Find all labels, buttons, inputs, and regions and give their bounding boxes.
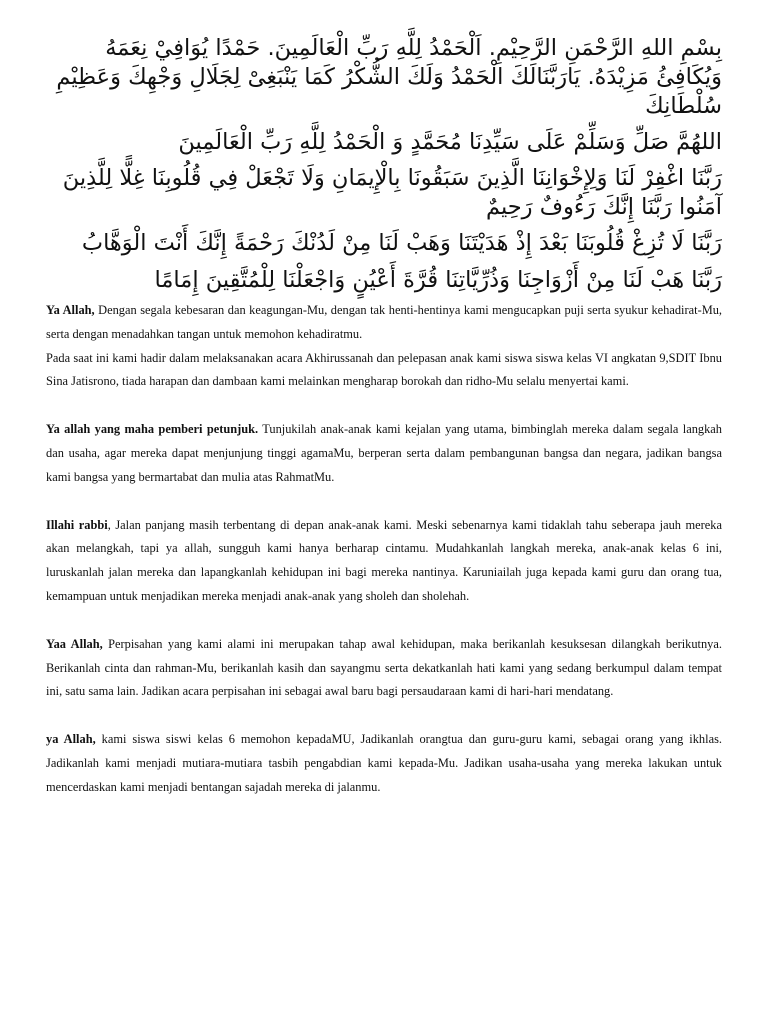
paragraph-petunjuk [46, 418, 722, 489]
paragraph-text: Pada saat ini kami hadir dalam melaksanakan acara Akhirussanah dan pelepasan anak kami siswa siswa kelas VI angkatan 9,SDIT Ibnu Sina Jatisrono, tiada harapan dan dambaan kami melainkan mengharap borokah dan ridho-Mu selalu menyertai kami. [46, 350, 722, 389]
paragraph-lead: Ya allah yang maha pemberi petunjuk. [46, 422, 259, 437]
paragraph-illahi-rabbi [46, 514, 722, 609]
paragraph-perpisahan [46, 633, 722, 704]
paragraph-text: kami siswa siswi kelas 6 memohon kepadaMU, Jadikanlah orangtua dan guru-guru kami, sebagai orang yang ikhlas. Jadikanlah kami menjadi mutiara-mutiara tasbih pengabdian kami kepada-Mu. Jadikan usaha-usaha yang mereka lakukan untuk mencerdaskan kami menjadi bentangan sajadah mereka di jalanmu. [46, 732, 722, 794]
paragraph-text: Tunjukilah anak-anak kami kejalan yang utama, bimbinglah mereka dalam segala langkah dan usaha, agar mereka dapat menjunjung tinggi agamaMu, berperan serta dalam pembangunan bangsa dan negara, jadikan bangsa kami bangsa yang bermartabat dan mulia atas RahmatMu. [46, 422, 722, 484]
paragraph-lead: Ya Allah, [46, 303, 95, 317]
arabic-prayer-forgiveness: رَبَّنَا اغْفِرْ لَنَا وَلِإِخْوَانِنَا الَّذِينَ سَبَقُونَا بِالْإِيمَانِ وَلَا تَجْعَلْ فِي قُلُوبِنَا غِلًّا لِلَّذِينَ آمَنُوا رَبَّنَا إِنَّكَ رَءُوفٌ رَحِيمٌ [62, 165, 722, 220]
paragraph-pada-saat-ini [46, 347, 722, 395]
paragraph-lead: ya Allah, [46, 732, 96, 747]
paragraph-siswa-memohon [46, 728, 722, 799]
paragraph-text: Perpisahan yang kami alami ini merupakan tahap awal kehidupan, maka berikanlah kesuksesan dilangkah berikutnya. Berikanlah cinta dan rahman-Mu, berikanlah kasih dan sayangmu serta dekatkanlah hati kami yang sedang berkumpul dalam tempat ini, satu sama lain. Jadikan acara perpisahan ini sebagai awal baru bagi persaudaraan kami di hari-hari mendatang. [46, 636, 722, 699]
paragraph-lead: Yaa Allah, [46, 636, 103, 651]
arabic-prayer-family: رَبَّنَا هَبْ لَنَا مِنْ أَزْوَاجِنَا وَذُرِّيَّاتِنَا قُرَّةَ أَعْيُنٍ وَاجْعَلْنَا لِلْمُتَّقِينَ إِمَامًا [154, 267, 722, 293]
arabic-prayer-guidance: رَبَّنَا لَا تُزِغْ قُلُوبَنَا بَعْدَ إِذْ هَدَيْتَنَا وَهَبْ لَنَا مِنْ لَدُنْكَ رَحْمَةً إِنَّكَ أَنْتَ الْوَهَّابُ [81, 230, 722, 256]
arabic-opening-praise: بِسْمِ اللهِ الرَّحْمَنِ الرَّحِيْمِ. اَلْحَمْدُ لِلَّهِ رَبِّ الْعَالَمِينَ. حَمْدًا يُوَافِيْ نِعَمَهُ وَيُكَافِئُ مَزِيْدَهُ. يَارَبَّنَالَكَ الْحَمْدُ وَلَكَ الشُّكْرُ كَمَا يَنْبَغِىْ لِجَلَالِ وَجْهِكَ وَعَظِيْمِ سُلْطَانِكَ [56, 35, 722, 119]
paragraph-text: , Jalan panjang masih terbentang di depan anak-anak kami. Meski sebenarnya kami tidaklah tahu seberapa jauh mereka akan melangkah, tapi ya allah, sungguh kami hanya berharap cintamu. Mudahkanlah langkah mereka, anak-anak kelas 6 ini, luruskanlah jalan mereka dan lapangkanlah kehidupan ini bagi mereka nantinya. Karuniailah juga kepada kami guru dan orang tua, kemampuan untuk menjadikan mereka menjadi anak-anak yang sholeh dan sholehah. [46, 517, 722, 603]
paragraph-ya-allah [46, 299, 722, 347]
arabic-salawat: اللهُمَّ صَلِّ وَسَلِّمْ عَلَى سَيِّدِنَا مُحَمَّدٍ وَ الْحَمْدُ لِلَّهِ رَبِّ الْعَالَمِينَ [178, 129, 722, 155]
paragraph-text: Dengan segala kebesaran dan keagungan-Mu, dengan tak henti-hentinya kami mengucapkan puji serta syukur kehadirat-Mu, serta dengan menadahkan tangan untuk memohon kehadiratmu. [46, 303, 723, 341]
paragraph-lead: Illahi rabbi [46, 517, 108, 532]
